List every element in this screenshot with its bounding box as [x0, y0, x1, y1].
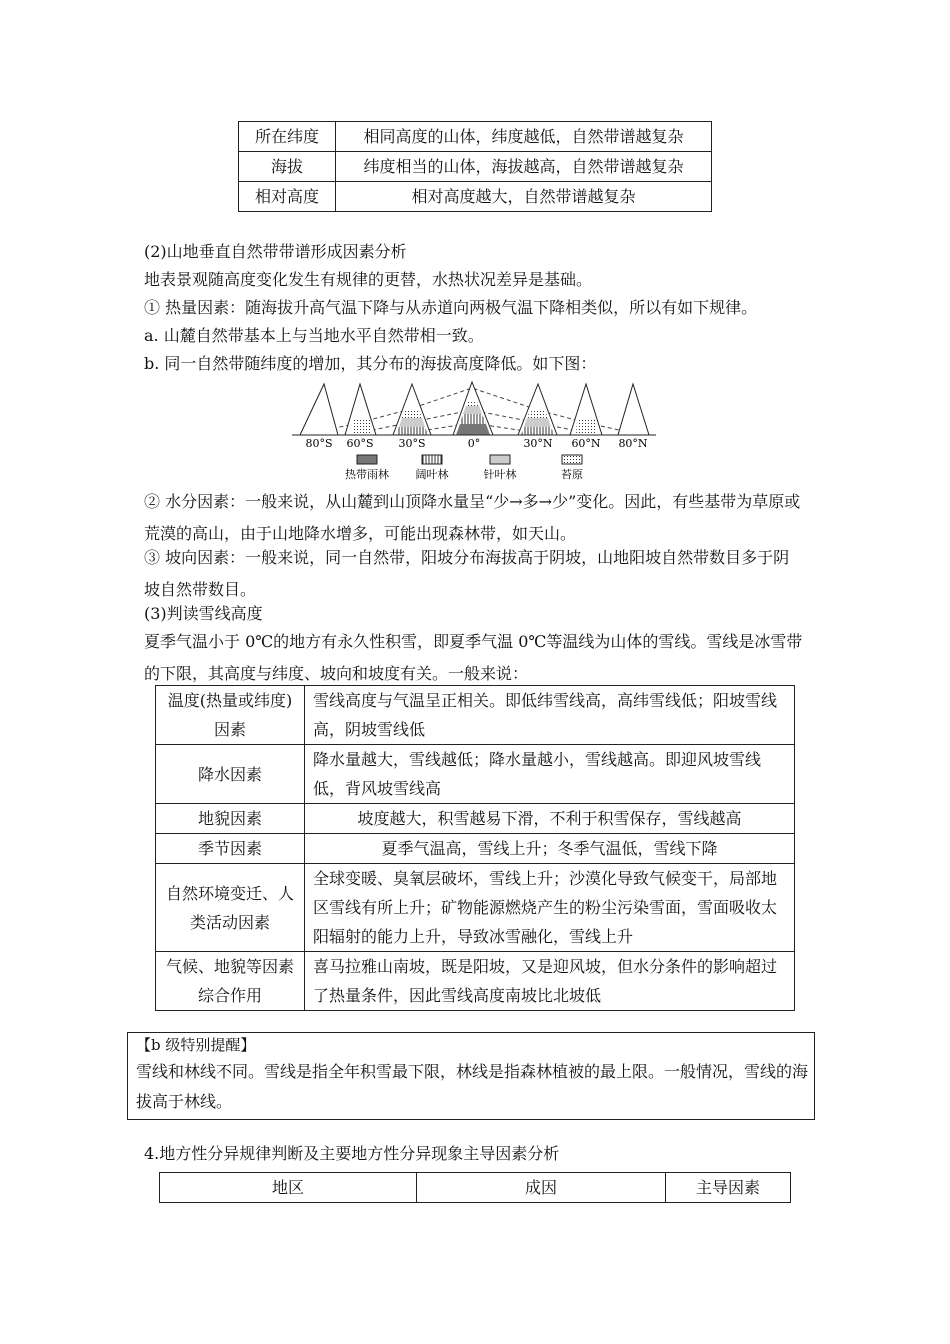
mountain-60s: [345, 384, 376, 435]
table-row: [156, 834, 795, 864]
legend-label: 针叶林: [483, 468, 517, 481]
reminder-body: 雪线和林线不同。雪线是指全年积雪最下限，林线是指森林植被的最上限。一般情况，雪线的海拔高于林线。: [136, 1062, 809, 1111]
latitude-label: 80°N: [618, 437, 648, 450]
legend-swatch-tundra: [562, 455, 582, 464]
legend-label: 苔原: [561, 468, 583, 481]
vertical-zonation-figure: [290, 380, 660, 485]
table-cell: 相对高度: [239, 182, 336, 212]
table-cell: 所在纬度: [239, 122, 336, 152]
section-heading: 4.地方性分异规律判断及主要地方性分异现象主导因素分析: [144, 1144, 560, 1163]
paragraph: b. 同一自然带随纬度的增加，其分布的海拔高度降低。如下图：: [144, 354, 597, 373]
section-heading: (2)山地垂直自然带带谱形成因素分析: [144, 242, 407, 261]
mountain-30s: [393, 384, 431, 435]
paragraph: ③ 坡向因素：一般来说，同一自然带，阳坡分布海拔高于阴坡，山地阳坡自然带数目多于阴坡自然带数目。: [144, 548, 790, 599]
paragraph: 地表景观随高度变化发生有规律的更替，水热状况差异是基础。: [144, 270, 593, 289]
table-cell: 地貌因素: [156, 804, 305, 834]
table-cell: 气候、地貌等因素综合作用: [156, 952, 305, 1011]
table-cell: 季节因素: [156, 834, 305, 864]
paragraph: 夏季气温小于 0℃的地方有永久性积雪，即夏季气温 0℃等温线为山体的雪线。雪线是冰雪带的下限，其高度与纬度、坡向和坡度有关。一般来说：: [144, 632, 803, 683]
mountain-spectrum-table: [238, 121, 712, 212]
column-header: 成因: [417, 1173, 666, 1203]
table-cell: 纬度相当的山体，海拔越高，自然带谱越复杂: [336, 152, 712, 182]
table-cell: 自然环境变迁、人类活动因素: [156, 864, 305, 952]
table-cell: 坡度越大，积雪越易下滑，不利于积雪保存，雪线越高: [305, 804, 795, 834]
table-header-row: [160, 1173, 791, 1203]
table-row: [156, 686, 795, 745]
latitude-label: 30°S: [398, 437, 426, 450]
table-cell: 喜马拉雅山南坡，既是阳坡，又是迎风坡，但水分条件的影响超过了热量条件，因此雪线高度南坡比北坡低: [305, 952, 795, 1011]
table-row: [239, 182, 712, 212]
table-cell: 相对高度越大，自然带谱越复杂: [336, 182, 712, 212]
latitude-label: 60°N: [571, 437, 601, 450]
latitude-label: 0°: [467, 437, 481, 450]
mountain-80s: [300, 384, 338, 435]
table-cell: 雪线高度与气温呈正相关。即低纬雪线高，高纬雪线低；阳坡雪线高，阴坡雪线低: [305, 686, 795, 745]
table-cell: 相同高度的山体，纬度越低，自然带谱越复杂: [336, 122, 712, 152]
latitude-label: 30°N: [523, 437, 553, 450]
table-row: [156, 864, 795, 952]
legend-swatch-rainforest: [357, 455, 377, 464]
snowline-factors-table: [155, 685, 795, 1011]
table-row: [239, 122, 712, 152]
legend-swatch-conifer: [490, 455, 510, 464]
paragraph: a. 山麓自然带基本上与当地水平自然带相一致。: [144, 326, 484, 345]
table-row: [156, 804, 795, 834]
column-header: 主导因素: [666, 1173, 791, 1203]
table-cell: 海拔: [239, 152, 336, 182]
paragraph: ① 热量因素：随海拔升高气温下降与从赤道向两极气温下降相类似，所以有如下规律。: [144, 298, 758, 317]
local-differentiation-table: [159, 1172, 791, 1203]
table-cell: 降水量越大，雪线越低；降水量越小，雪线越高。即迎风坡雪线低，背风坡雪线高: [305, 745, 795, 804]
mountain-80n: [618, 384, 649, 435]
mountain-60n: [570, 384, 602, 435]
column-header: 地区: [160, 1173, 417, 1203]
paragraph: ② 水分因素：一般来说，从山麓到山顶降水量呈“少→多→少”变化。因此，有些基带为草原或荒漠的高山，由于山地降水增多，可能出现森林带，如天山。: [144, 492, 801, 543]
mountain-30n: [518, 384, 557, 435]
legend-label: 热带雨林: [345, 468, 389, 481]
mountain-0: [453, 382, 493, 435]
table-row: [156, 952, 795, 1011]
table-cell: 全球变暖、臭氧层破坏，雪线上升；沙漠化导致气候变干，局部地区雪线有所上升；矿物能源燃烧产生的粉尘污染雪面，雪面吸收太阳辐射的能力上升，导致冰雪融化，雪线上升: [305, 864, 795, 952]
legend-label: 阔叶林: [415, 468, 449, 481]
table-cell: 温度(热量或纬度)因素: [156, 686, 305, 745]
latitude-label: 60°S: [346, 437, 374, 450]
table-row: [156, 745, 795, 804]
table-row: [239, 152, 712, 182]
table-cell: 降水因素: [156, 745, 305, 804]
latitude-label: 80°S: [305, 437, 333, 450]
reminder-title: 【b 级特别提醒】: [136, 1036, 256, 1054]
legend-swatch-broadleaf: [422, 455, 442, 464]
special-reminder-box: [127, 1032, 815, 1120]
section-heading: (3)判读雪线高度: [144, 604, 263, 623]
table-cell: 夏季气温高，雪线上升；冬季气温低，雪线下降: [305, 834, 795, 864]
